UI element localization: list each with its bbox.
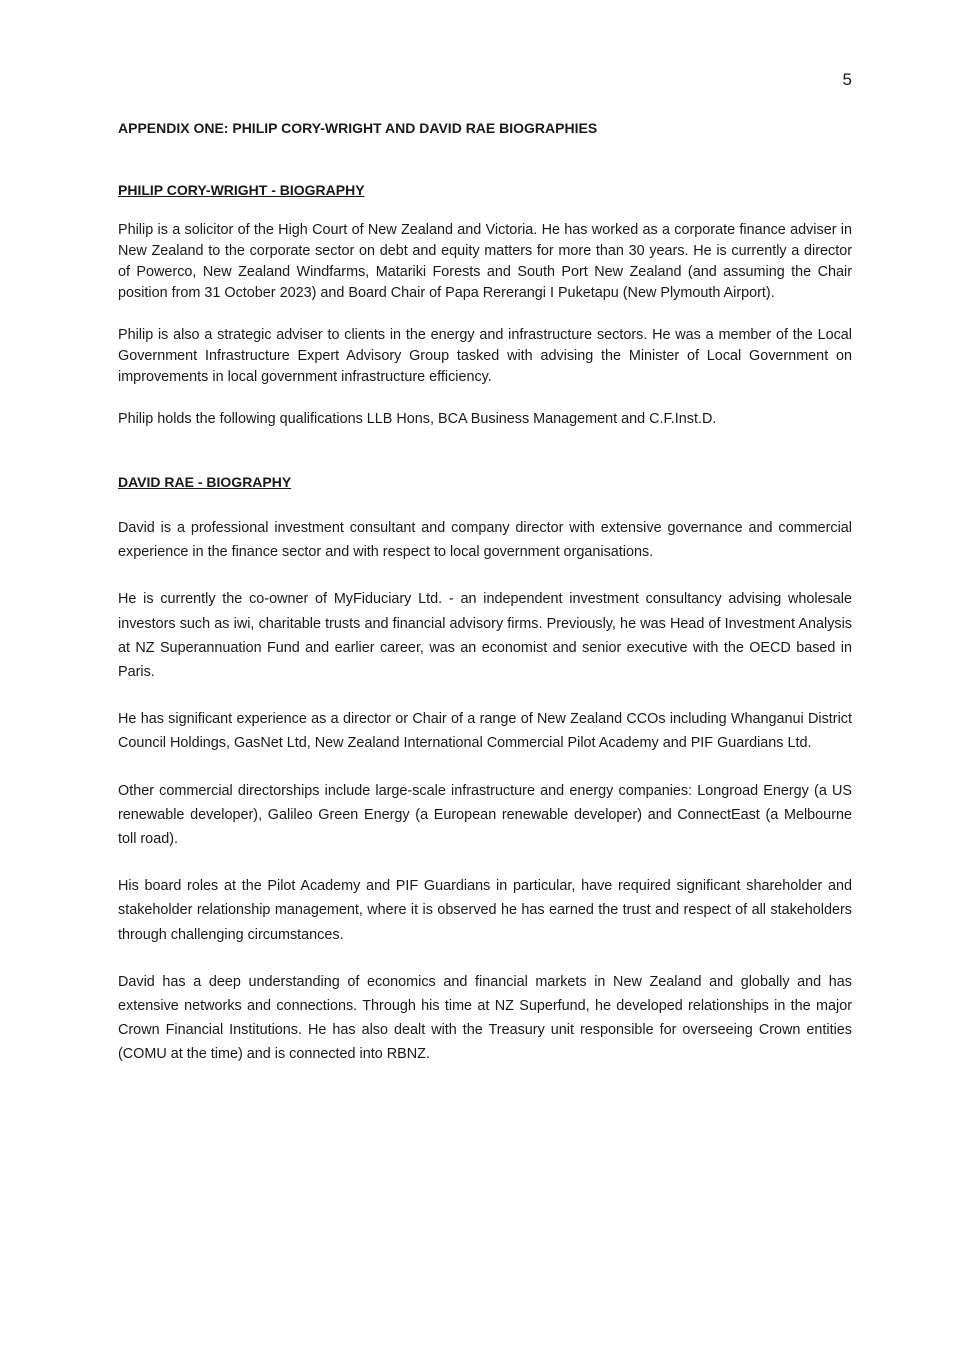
page-number: 5: [842, 70, 852, 89]
philip-paragraph-2: Philip is also a strategic adviser to clients in the energy and infrastructure sectors. He was a member of the Local Government Infrastructure Expert Advisory Group tasked with advising the Minister of Local Government on improvements in local government infrastructure efficiency.: [118, 327, 852, 385]
david-paragraph-4: Other commercial directorships include large-scale infrastructure and energy companies: Longroad Energy (a US renewable developer), Galileo Green Energy (a European renewable developer) and ConnectEast (a Melbourne toll road).: [118, 782, 852, 848]
page-content: [118, 118, 852, 1067]
david-paragraph-2: He is currently the co-owner of MyFiduciary Ltd. - an independent investment consultancy advising wholesale investors such as iwi, charitable trusts and financial advisory firms. Previously, he was Head of Investment Analysis at NZ Superannuation Fund and earlier career, was an economist and senior executive with the OECD based in Paris.: [118, 591, 852, 681]
david-paragraph-5: His board roles at the Pilot Academy and PIF Guardians in particular, have required significant shareholder and stakeholder relationship management, where it is observed he has earned the trust and respect of all stakeholders through challenging circumstances.: [118, 878, 852, 943]
david-paragraph-1: David is a professional investment consultant and company director with extensive governance and commercial experience in the finance sector and with respect to local government organisations.: [118, 520, 852, 561]
philip-biography-heading: PHILIP CORY-WRIGHT - BIOGRAPHY: [118, 182, 365, 198]
david-biography-heading: DAVID RAE - BIOGRAPHY: [118, 474, 292, 490]
david-paragraph-3: He has significant experience as a director or Chair of a range of New Zealand CCOs including Whanganui District Council Holdings, GasNet Ltd, New Zealand International Commercial Pilot Academy and PIF Guardians Ltd.: [118, 711, 852, 752]
david-paragraph-6: David has a deep understanding of economics and financial markets in New Zealand and globally and has extensive networks and connections. Through his time at NZ Superfund, he developed relationships in the major Crown Financial Institutions. He has also dealt with the Treasury unit responsible for overseeing Crown entities (COMU at the time) and is connected into RBNZ.: [118, 973, 852, 1063]
philip-paragraph-1: Philip is a solicitor of the High Court of New Zealand and Victoria. He has worked as a corporate finance adviser in New Zealand to the corporate sector on debt and equity matters for more than 30 years. He is currently a director of Powerco, New Zealand Windfarms, Matariki Forests and South Port New Zealand (and assuming the Chair position from 31 October 2023) and Board Chair of Papa Rererangi I Puketapu (New Plymouth Airport).: [118, 222, 852, 301]
philip-paragraph-3: Philip holds the following qualifications LLB Hons, BCA Business Management and C.F.Inst.D.: [118, 411, 717, 427]
appendix-title: APPENDIX ONE: PHILIP CORY-WRIGHT AND DAVID RAE BIOGRAPHIES: [118, 120, 598, 136]
